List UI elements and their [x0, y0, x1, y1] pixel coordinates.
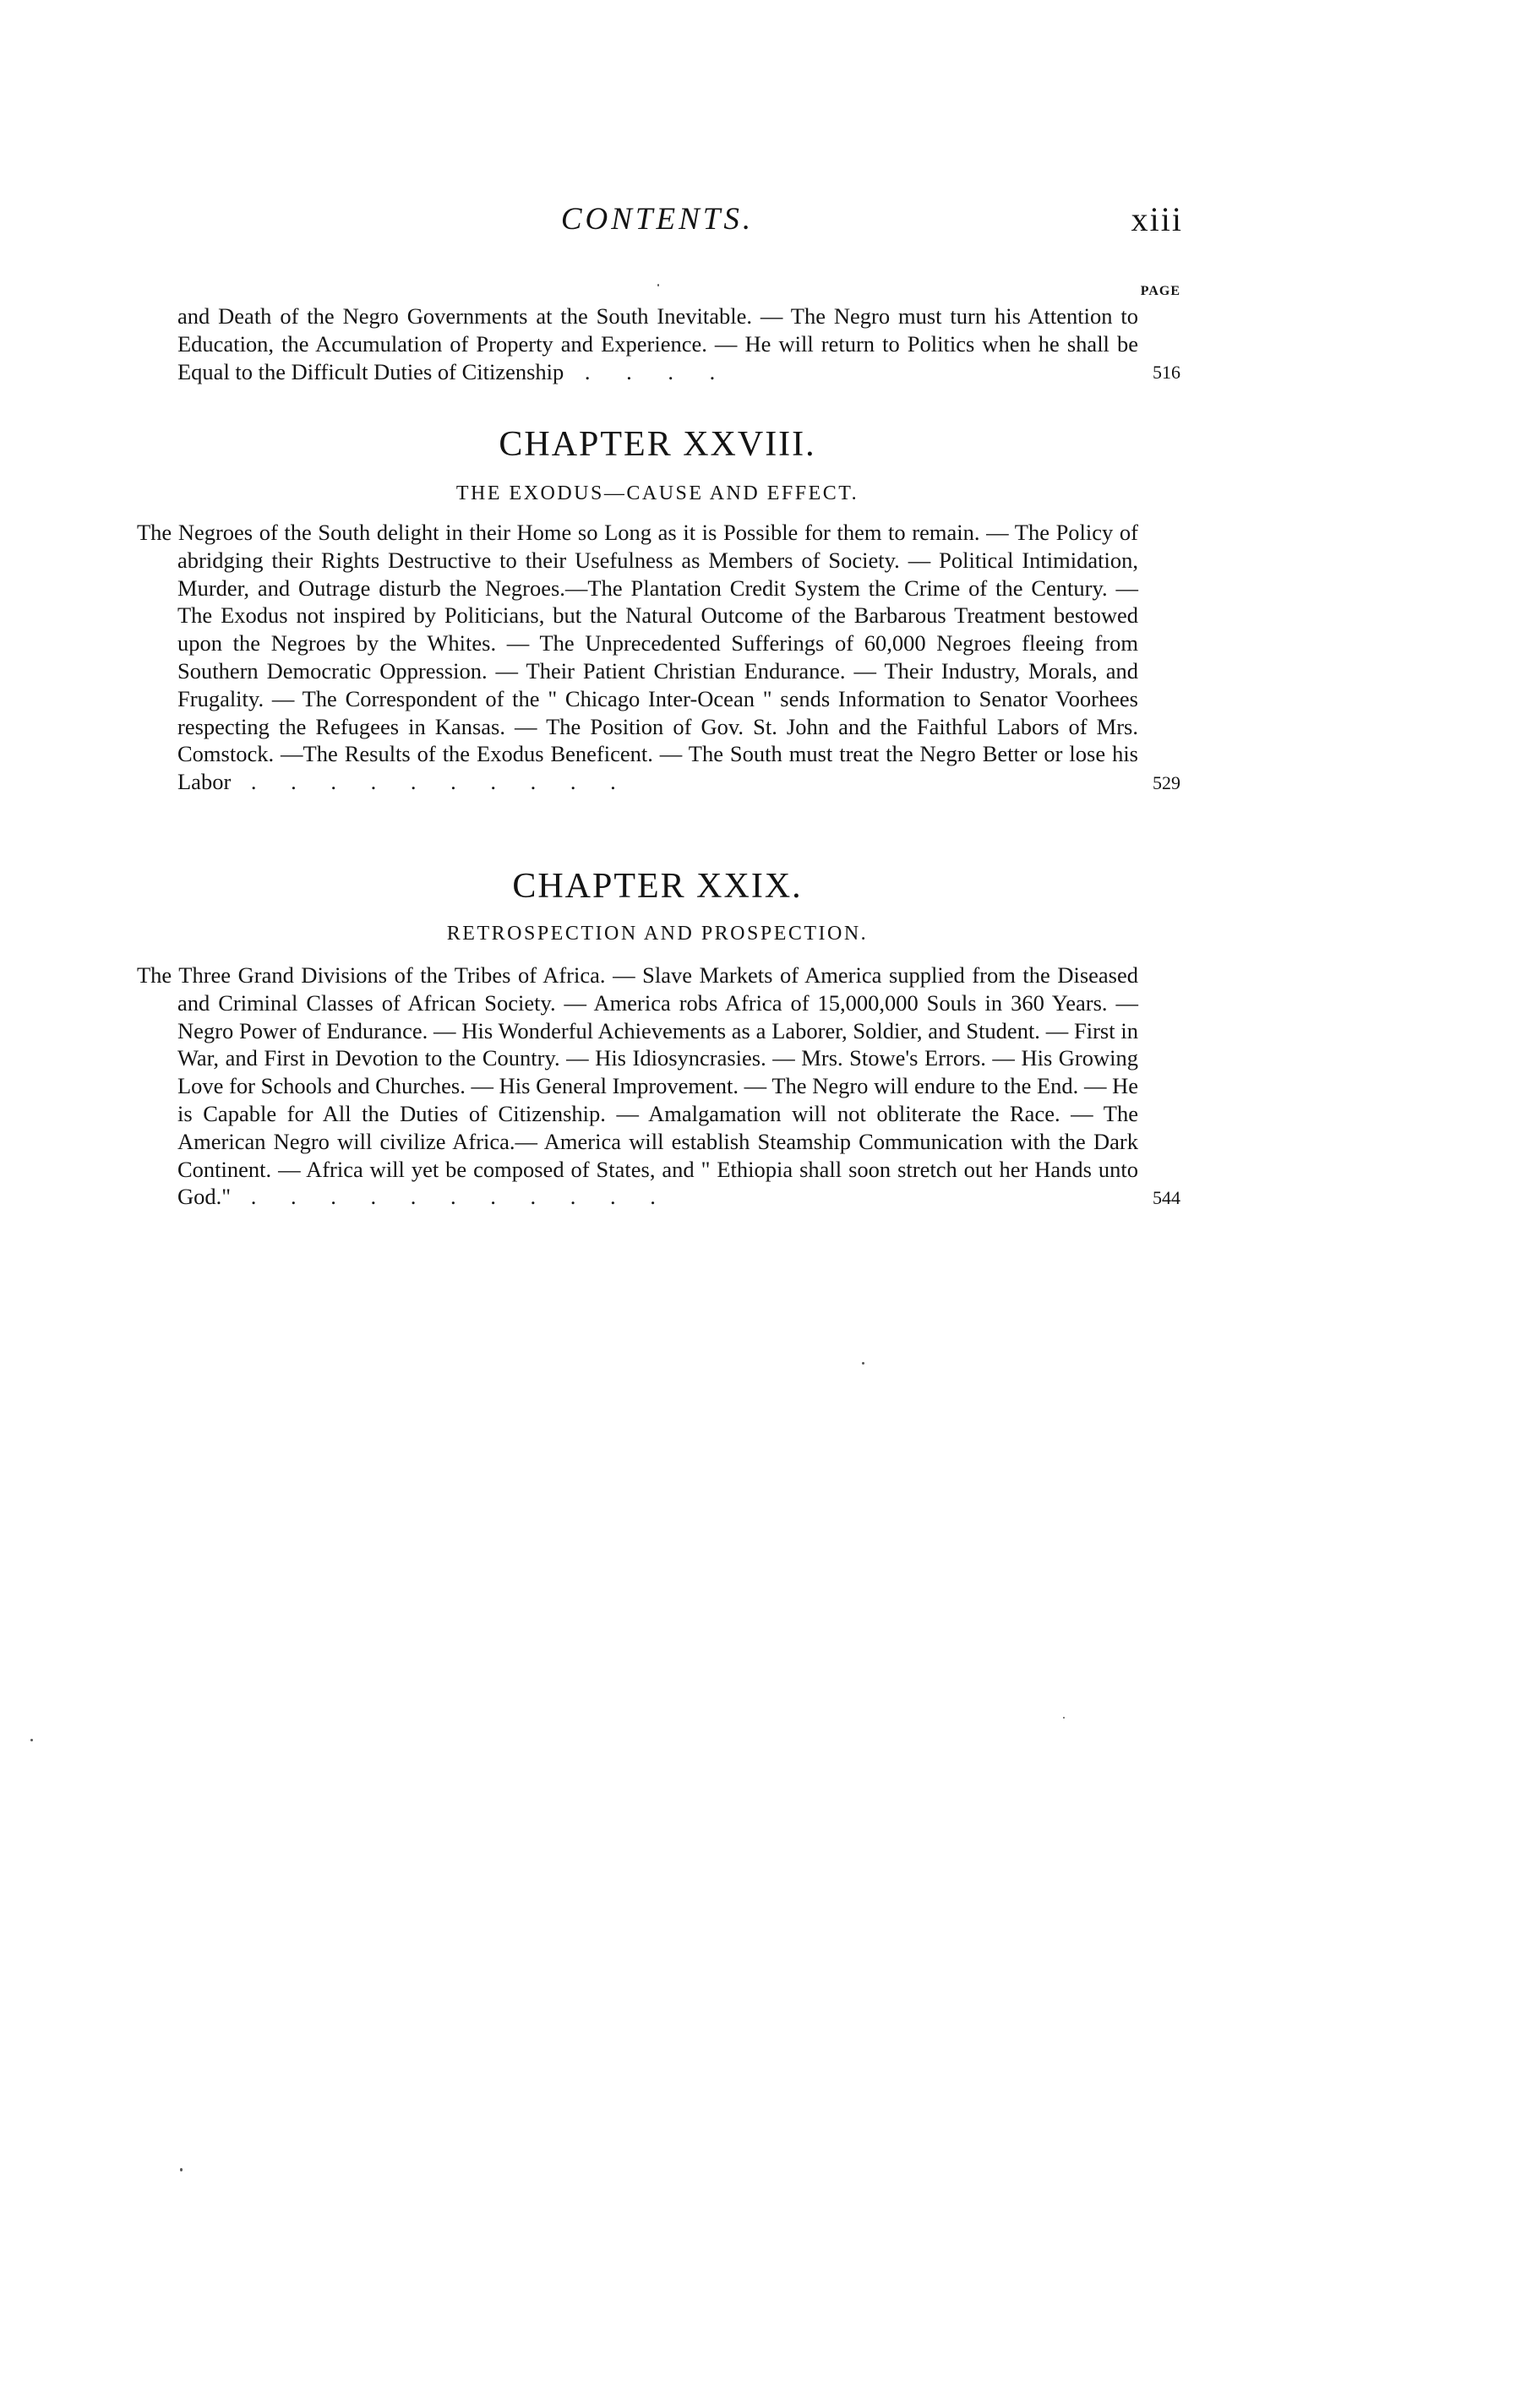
running-head: [0, 199, 1521, 250]
chapter-subtitle: THE EXODUS—CAUSE AND EFFECT.: [455, 482, 859, 504]
toc-page-number: 529: [1153, 771, 1180, 793]
toc-entry-continued: [137, 302, 1180, 385]
toc-page-number: 544: [1153, 1187, 1180, 1209]
chapter-subtitle: RETROSPECTION AND PROSPECTION.: [446, 923, 869, 945]
chapter-heading: CHAPTER XXIX.: [512, 867, 803, 906]
scan-speck: [180, 2168, 183, 2171]
chapter-heading: CHAPTER XXVIII.: [499, 425, 816, 464]
toc-entry-text: The Negroes of the South delight in their Home so Long as it is Possible for them to remain. — The Policy of abridging their Rights Destructive to their Usefulness as Members of Society. — Political Intimidation, Murder, and Outrage disturb the Negroes.—The Plantation Credit System the Crime of the Century. — The Exodus not inspired by Politicians, but the Natural Outcome of the Barbarous Treatment bestowed upon the Negroes by the Whites. — The Unprecedented Sufferings of 60,000 Negroes fleeing from Southern Democratic Oppression. — Their Patient Christian Endurance. — Their Industry, Morals, and Frugality. — The Correspondent of the " Chicago Inter-Ocean " sends Information to Senator Voorhees respecting the Refugees in Kansas. — The Position of Gov. St. John and the Faithful Labors of Mrs. Comstock. —The Results of the Exodus Beneficent. — The South must treat the Negro Better or lose his Labor: [137, 520, 1138, 795]
dot-leader: . . . . . . . . . . .: [231, 1184, 670, 1210]
page-column-label: PAGE: [1140, 284, 1180, 298]
page-folio: xiii: [1131, 200, 1183, 238]
scan-speck: [862, 1362, 864, 1365]
toc-entry-chapter-28: [137, 519, 1180, 796]
scan-speck: [30, 1739, 33, 1741]
dot-leader: . . . .: [564, 358, 731, 384]
toc-page-number: 516: [1153, 362, 1180, 384]
dot-leader: . . . . . . . . . .: [231, 769, 630, 795]
running-head-title: CONTENTS.: [560, 202, 755, 237]
toc-entry-text: and Death of the Negro Governments at the South Inevitable. — The Negro must turn his Attention to Education, the Accumulation of Property and Experience. — He will return to Politics when he shall be Equal to the Difficult Duties of Citizenship: [177, 303, 1138, 384]
scan-speck: [657, 284, 659, 286]
toc-entry-text: The Three Grand Divisions of the Tribes of Africa. — Slave Markets of America supplied from the Diseased and Criminal Classes of African Society. — America robs Africa of 15,000,000 Souls in 360 Years. — Negro Power of Endurance. — His Wonderful Achievements as a Laborer, Soldier, and Student. — First in War, and First in Devotion to the Country. — His Idiosyncrasies. — Mrs. Stowe's Errors. — His Growing Love for Schools and Churches. — His General Improvement. — The Negro will endure to the End. — He is Capable for All the Duties of Citizenship. — Amalgamation will not obliterate the Race. — The American Negro will civilize Africa.— America will establish Steamship Communication with the Dark Continent. — Africa will yet be composed of States, and " Ethiopia shall soon stretch out her Hands unto God.": [137, 962, 1138, 1210]
toc-entry-chapter-29: [137, 962, 1180, 1211]
scan-speck: [1063, 1717, 1065, 1719]
